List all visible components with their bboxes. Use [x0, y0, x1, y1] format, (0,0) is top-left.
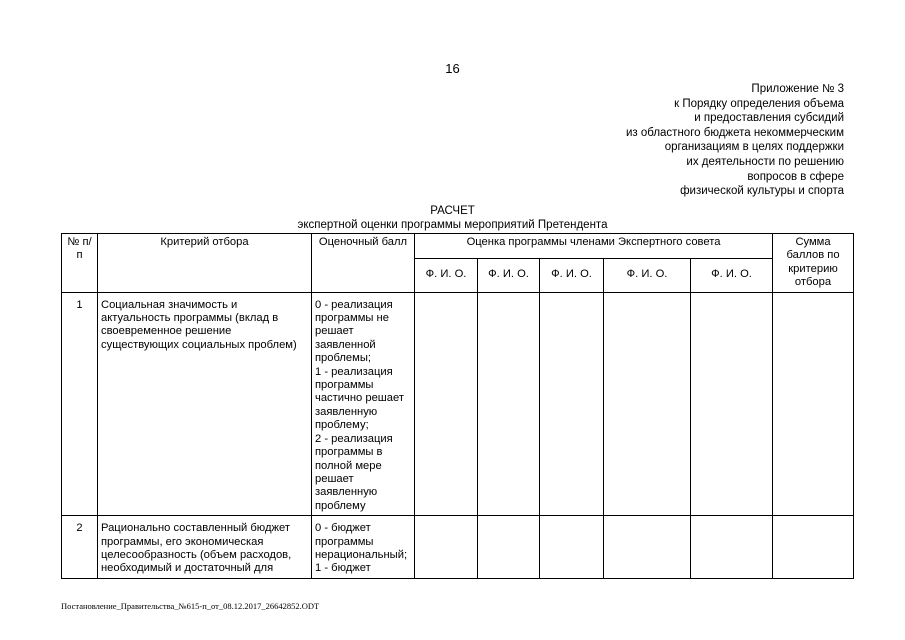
score-line: проблемы; — [315, 352, 371, 365]
table-row — [62, 516, 854, 579]
appendix-reference — [626, 82, 844, 199]
score-line: программы не — [315, 312, 389, 325]
row-number: 1 — [62, 292, 98, 516]
file-footer: Постановление_Правительства_№615-п_от_08.12.2017_26642852.ODT — [61, 601, 320, 611]
document-subtitle: экспертной оценки программы мероприятий Претендента — [297, 218, 608, 231]
score-line: программы — [315, 379, 374, 392]
appendix-line: вопросов в сфере — [747, 170, 844, 183]
row-criterion: Рационально составленный бюджет программы, его экономическая целесообразность (объем расходов, необходимый и достаточный для — [98, 516, 312, 579]
sum-cell — [773, 292, 854, 516]
appendix-line: их деятельности по решению — [686, 155, 844, 168]
page-number: 16 — [445, 61, 460, 76]
score-line: проблему; — [315, 419, 369, 432]
expert-score-cell — [478, 292, 540, 516]
score-line: 0 - бюджет — [315, 522, 371, 535]
expert-name-header: Ф. И. О. — [604, 258, 691, 292]
score-line: решает — [315, 325, 354, 338]
expert-score-cell — [415, 516, 478, 579]
header-sum: Сумма баллов по критерию отбора — [773, 234, 854, 293]
expert-name-header: Ф. И. О. — [540, 258, 604, 292]
score-line: проблему — [315, 499, 366, 512]
sum-cell — [773, 516, 854, 579]
appendix-line: Приложение № 3 — [751, 83, 844, 95]
evaluation-table — [61, 233, 854, 579]
score-line: заявленную — [315, 486, 378, 499]
document-heading — [0, 205, 905, 232]
header-criterion: Критерий отбора — [98, 234, 312, 293]
expert-name-header: Ф. И. О. — [691, 258, 773, 292]
header-score: Оценочный балл — [312, 234, 415, 293]
document-title: РАСЧЕТ — [430, 205, 475, 217]
score-line: программы — [315, 535, 374, 548]
score-line: 2 - реализация — [315, 432, 393, 445]
header-number: № п/п — [62, 234, 98, 293]
expert-score-cell — [691, 292, 773, 516]
row-criterion: Социальная значимость и актуальность программы (вклад в своевременное решение существующих социальных проблем) — [98, 292, 312, 516]
appendix-line: из областного бюджета некоммерческим — [625, 126, 844, 139]
score-line: решает — [315, 472, 354, 485]
expert-name-header: Ф. И. О. — [478, 258, 540, 292]
score-line: нерациональный; — [315, 548, 408, 561]
expert-score-cell — [691, 516, 773, 579]
expert-score-cell — [540, 292, 604, 516]
row-number: 2 — [62, 516, 98, 579]
expert-score-cell — [415, 292, 478, 516]
score-line: 1 - бюджет — [315, 562, 371, 575]
expert-score-cell — [540, 516, 604, 579]
score-line: полной мере — [315, 459, 382, 472]
header-experts-group: Оценка программы членами Экспертного совета — [415, 234, 773, 259]
row-score — [312, 292, 415, 516]
score-line: 1 - реализация — [315, 365, 393, 378]
expert-score-cell — [604, 516, 691, 579]
header-row — [62, 234, 854, 259]
score-line: 0 - реализация — [315, 298, 393, 311]
table-row — [62, 292, 854, 516]
row-score — [312, 516, 415, 579]
score-line: заявленной — [315, 338, 376, 351]
appendix-line: к Порядку определения объема — [674, 97, 844, 110]
expert-score-cell — [604, 292, 691, 516]
expert-name-header: Ф. И. О. — [415, 258, 478, 292]
score-line: заявленную — [315, 405, 378, 418]
expert-score-cell — [478, 516, 540, 579]
score-line: частично решает — [315, 392, 404, 405]
score-line: программы в — [315, 446, 383, 459]
appendix-line: организациям в целях поддержки — [664, 141, 844, 154]
appendix-line: и предоставления субсидий — [694, 112, 844, 125]
appendix-line: физической культуры и спорта — [680, 185, 844, 198]
